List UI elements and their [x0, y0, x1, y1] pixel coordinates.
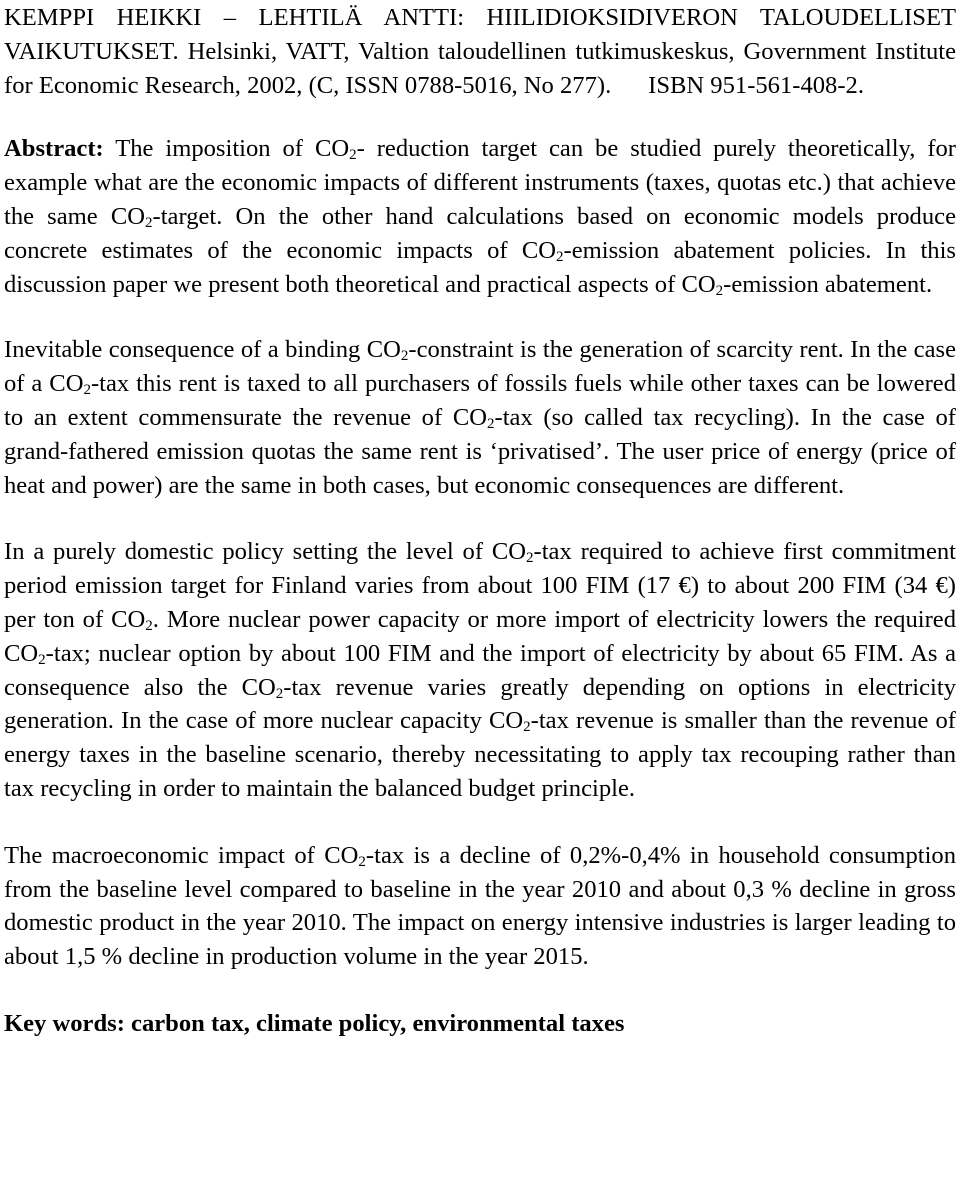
paragraph-text: -tax required to achieve first commitment period emission target for Finland varies from about 100 FIM (17 €) to about 200 FIM (34 €) per ton of	[4, 538, 956, 633]
citation-authors: KEMPPI HEIKKI – LEHTILÄ ANTTI: HIILIDIOKSIDIVERON TALOUDELLISET VAIKUTUKSET.	[4, 4, 956, 65]
body-paragraph-domestic-policy	[4, 535, 956, 805]
document-page	[0, 1, 960, 1041]
co2-term: $CO_2$	[111, 605, 153, 634]
paragraph-text: -constraint is the generation of scarcity rent. In the case of a	[4, 336, 956, 398]
co2-term: $CO_2$	[110, 202, 153, 231]
paragraph-text: -tax; nuclear option by about 100 FIM and the import of electricity by about 65 FIM. As a consequence also the	[4, 639, 956, 701]
paragraph-text: Inevitable consequence of a binding	[4, 336, 367, 364]
citation	[4, 1, 956, 102]
paragraph-text: In a purely domestic policy setting the level of	[4, 538, 492, 566]
paragraph-text: -tax is a decline of 0,2%-0,4% in household consumption from the baseline level compared to baseline in the year 2010 and about 0,3 % decline in gross domestic product in the year 2010. The impact on energy intensive industries is larger leading to about 1,5 % decline in production volume in the year 2015.	[4, 841, 956, 971]
co2-term: $CO_2$	[681, 270, 724, 299]
paragraph-text: -tax revenue is smaller than the revenue of energy taxes in the baseline scenario, thereby necessitating to apply tax recouping rather than tax recycling in order to maintain the balanced budget principle.	[4, 707, 956, 802]
paragraph-text: -tax (so called tax recycling). In the case of grand-fathered emission quotas the same rent is ‘privatised’. The user price of energy (price of heat and power) are the same in both cases, but economic consequences are different.	[4, 403, 956, 499]
keywords-line	[4, 1007, 956, 1041]
abstract-text: - reduction target can be studied purely theoretically, for example what are the economic impacts of different instruments (taxes, quotas etc.) that achieve the same	[4, 135, 956, 230]
co2-term: $CO_2$	[324, 841, 366, 870]
co2-term: $CO_2$	[488, 707, 531, 736]
co2-term: $CO_2$	[491, 538, 534, 567]
abstract-text: -emission abatement policies. In this discussion paper we present both theoretical and practical aspects of	[4, 236, 956, 298]
citation-publisher: Helsinki, VATT, Valtion taloudellinen tutkimuskeskus, Government Institute for Economic Research, 2002, (C, ISSN 0788-5016, No 277).	[4, 37, 956, 99]
co2-term: $CO_2$	[521, 236, 564, 265]
body-paragraph-scarcity-rent	[4, 333, 956, 502]
abstract-text: -emission abatement.	[723, 270, 933, 298]
co2-term: $CO_2$	[452, 403, 495, 432]
paragraph-text: The macroeconomic impact of	[4, 841, 325, 869]
co2-term: $CO_2$	[4, 639, 46, 668]
abstract-text: The imposition of	[103, 135, 315, 163]
co2-term: $CO_2$	[314, 135, 357, 164]
paragraph-text: -tax revenue varies greatly depending on options in electricity generation. In the case of more nuclear capacity	[4, 673, 956, 735]
abstract-text: -target. On the other hand calculations based on economic models produce concrete estimates of the economic impacts of	[4, 202, 956, 264]
abstract-paragraph	[4, 132, 956, 301]
paragraph-text: . More nuclear power capacity or more import of electricity lowers the required	[152, 605, 956, 633]
body-paragraph-macroeconomic-impact	[4, 839, 956, 974]
paragraph-text: -tax this rent is taxed to all purchasers of fossils fuels while other taxes can be lowered to an extent commensurate the revenue of	[4, 370, 957, 431]
keywords-text: Key words: carbon tax, climate policy, environmental taxes	[4, 1009, 625, 1037]
co2-term: $CO_2$	[366, 336, 409, 365]
citation-isbn: ISBN 951-561-408-2.	[648, 71, 864, 99]
co2-term: $CO_2$	[49, 370, 91, 399]
co2-term: $CO_2$	[241, 673, 284, 702]
abstract-label: Abstract:	[4, 135, 104, 163]
